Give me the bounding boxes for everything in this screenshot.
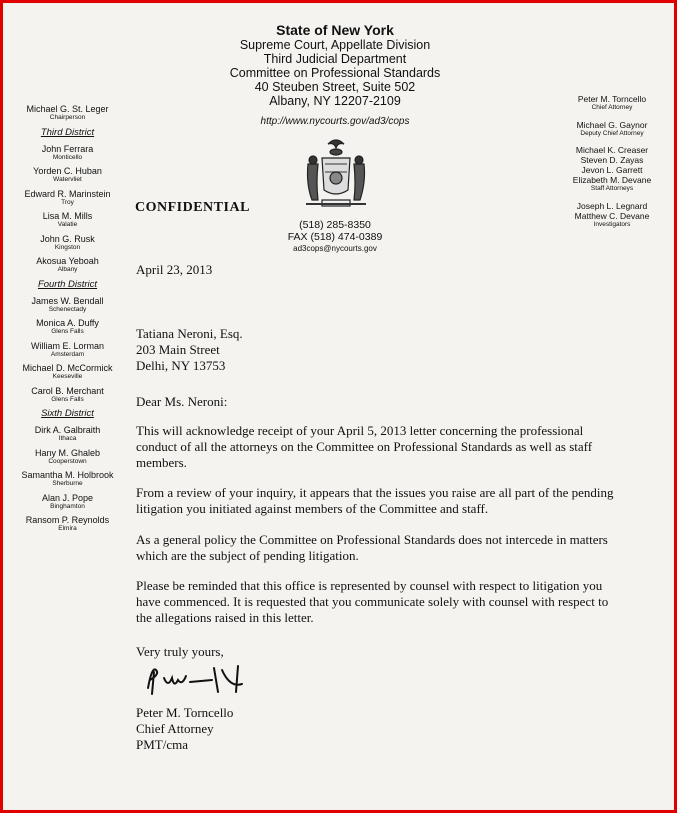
member-name: Edward R. Marinstein xyxy=(24,188,111,199)
staff-name: Michael G. Gaynor xyxy=(576,119,648,130)
letter-date: April 23, 2013 xyxy=(136,262,213,277)
letterhead-city: Albany, NY 12207-2109 xyxy=(269,94,401,108)
member-place: Elmira xyxy=(58,525,77,532)
member-place: Ithaca xyxy=(58,435,77,442)
paragraph-3: As a general policy the Committee on Professional Standards does not intercede in matters which are the subject of pending litigation. xyxy=(136,532,608,563)
committee-members-column xyxy=(10,104,125,538)
list-item xyxy=(10,363,125,381)
member-place: Binghamton xyxy=(50,502,85,510)
staff-name: Jevon L. Garrett xyxy=(581,165,643,175)
member-place: Glens Falls xyxy=(51,395,84,403)
email-address[interactable]: ad3cops@nycourts.gov xyxy=(293,244,377,253)
member-place: Kingston xyxy=(54,243,81,251)
contact-block xyxy=(270,219,400,255)
staff-name: Elizabeth M. Devane xyxy=(572,175,652,185)
paragraph-2: From a review of your inquiry, it appears that the issues you raise are all part of the pending litigation you initiated against members of the Committee and staff. xyxy=(136,485,614,516)
list-item xyxy=(10,296,125,314)
staff-name: Joseph L. Legnard xyxy=(576,200,648,211)
staff-name: Peter M. Torncello xyxy=(577,94,647,104)
phone-number: (518) 285-8350 xyxy=(299,219,371,231)
list-item xyxy=(10,515,125,533)
member-name: William E. Lorman xyxy=(30,340,104,351)
member-place: Albany xyxy=(57,266,78,273)
staff-role: Investigators xyxy=(593,220,631,228)
signature-block xyxy=(136,705,621,753)
member-name: Yorden C. Huban xyxy=(33,166,102,176)
member-name: John G. Rusk xyxy=(40,233,95,244)
list-item xyxy=(10,493,125,511)
member-name: Lisa M. Mills xyxy=(42,211,93,221)
list-item xyxy=(10,166,125,184)
list-item xyxy=(10,189,125,207)
staff-group xyxy=(548,94,676,112)
staff-name: Michael K. Creaser xyxy=(575,145,649,155)
committee-chair xyxy=(10,104,125,122)
member-role: Chairperson xyxy=(49,114,86,121)
member-name: Hany M. Ghaleb xyxy=(34,447,101,458)
district-heading-third: Third District xyxy=(40,126,95,138)
salutation: Dear Ms. Neroni: xyxy=(136,394,228,409)
list-item xyxy=(10,470,125,488)
staff-role: Chief Attorney xyxy=(591,104,633,111)
letterhead-state: State of New York xyxy=(276,22,394,38)
member-place: Monticello xyxy=(52,153,83,161)
letterhead-committee: Committee on Professional Standards xyxy=(229,66,441,80)
district-heading-sixth: Sixth District xyxy=(41,408,94,419)
member-place: Keeseville xyxy=(52,373,83,380)
signer-title: Chief Attorney xyxy=(136,721,214,736)
member-place: Sherburne xyxy=(52,480,83,487)
member-place: Troy xyxy=(61,198,74,206)
staff-name: Matthew C. Devane xyxy=(574,210,650,221)
list-item xyxy=(10,234,125,252)
member-name: Monica A. Duffy xyxy=(36,318,99,328)
typist-initials: PMT/cma xyxy=(136,737,188,752)
list-item xyxy=(10,318,125,336)
closing: Very truly yours, xyxy=(136,644,224,659)
member-name: Alan J. Pope xyxy=(41,492,94,503)
member-name: Samantha M. Holbrook xyxy=(21,470,114,480)
state-seal-icon xyxy=(298,134,374,214)
staff-role: Staff Attorneys xyxy=(590,185,634,192)
recipient-city: Delhi, NY 13753 xyxy=(136,358,226,373)
staff-group xyxy=(548,201,676,229)
recipient-street: 203 Main Street xyxy=(136,342,220,357)
member-name: Carol B. Merchant xyxy=(31,385,104,396)
staff-role: Deputy Chief Attorney xyxy=(580,129,644,137)
member-place: Watervliet xyxy=(53,176,82,183)
list-item xyxy=(10,211,125,229)
member-name: John Ferrara xyxy=(41,143,94,154)
list-item xyxy=(10,144,125,162)
member-name: Akosua Yeboah xyxy=(36,256,99,266)
district-heading-fourth: Fourth District xyxy=(37,278,98,290)
list-item xyxy=(10,256,125,274)
list-item xyxy=(10,448,125,466)
paragraph-1: This will acknowledge receipt of your April 5, 2013 letter concerning the professional conduct of all the attorneys on the Committee on Professional Standards as well as staff members. xyxy=(136,423,593,470)
recipient-address xyxy=(136,326,621,374)
member-place: Amsterdam xyxy=(50,350,85,358)
member-place: Glens Falls xyxy=(51,328,84,335)
member-place: Schenectady xyxy=(48,305,87,313)
member-name: Dirk A. Galbraith xyxy=(34,425,101,435)
letterhead-street: 40 Steuben Street, Suite 502 xyxy=(254,80,416,94)
confidential-label: CONFIDENTIAL xyxy=(135,200,250,215)
list-item xyxy=(10,386,125,404)
handwritten-signature xyxy=(142,658,262,698)
fax-number: FAX (518) 474-0389 xyxy=(287,231,383,243)
letterhead-court: Supreme Court, Appellate Division xyxy=(239,38,431,52)
staff-group xyxy=(548,120,676,138)
signer-name: Peter M. Torncello xyxy=(136,705,234,720)
member-name: James W. Bendall xyxy=(31,295,104,306)
member-place: Cooperstown xyxy=(48,457,87,465)
member-name: Michael G. St. Leger xyxy=(26,104,109,114)
staff-column xyxy=(548,94,676,236)
paragraph-4: Please be reminded that this office is represented by counsel with respect to litigation you have commenced. It is requested that you communicate solely with counsel with respect to the allegations raised in this letter. xyxy=(136,578,609,625)
member-place: Valatie xyxy=(57,221,78,228)
staff-group xyxy=(548,145,676,193)
list-item xyxy=(10,425,125,443)
staff-name: Steven D. Zayas xyxy=(580,155,644,165)
letterhead xyxy=(190,22,480,127)
member-name: Michael D. McCormick xyxy=(22,363,113,373)
letterhead-department: Third Judicial Department xyxy=(263,52,407,66)
recipient-name: Tatiana Neroni, Esq. xyxy=(136,326,243,341)
letterhead-url[interactable]: http://www.nycourts.gov/ad3/cops xyxy=(260,116,410,127)
member-name: Ransom P. Reynolds xyxy=(25,515,110,525)
list-item xyxy=(10,341,125,359)
